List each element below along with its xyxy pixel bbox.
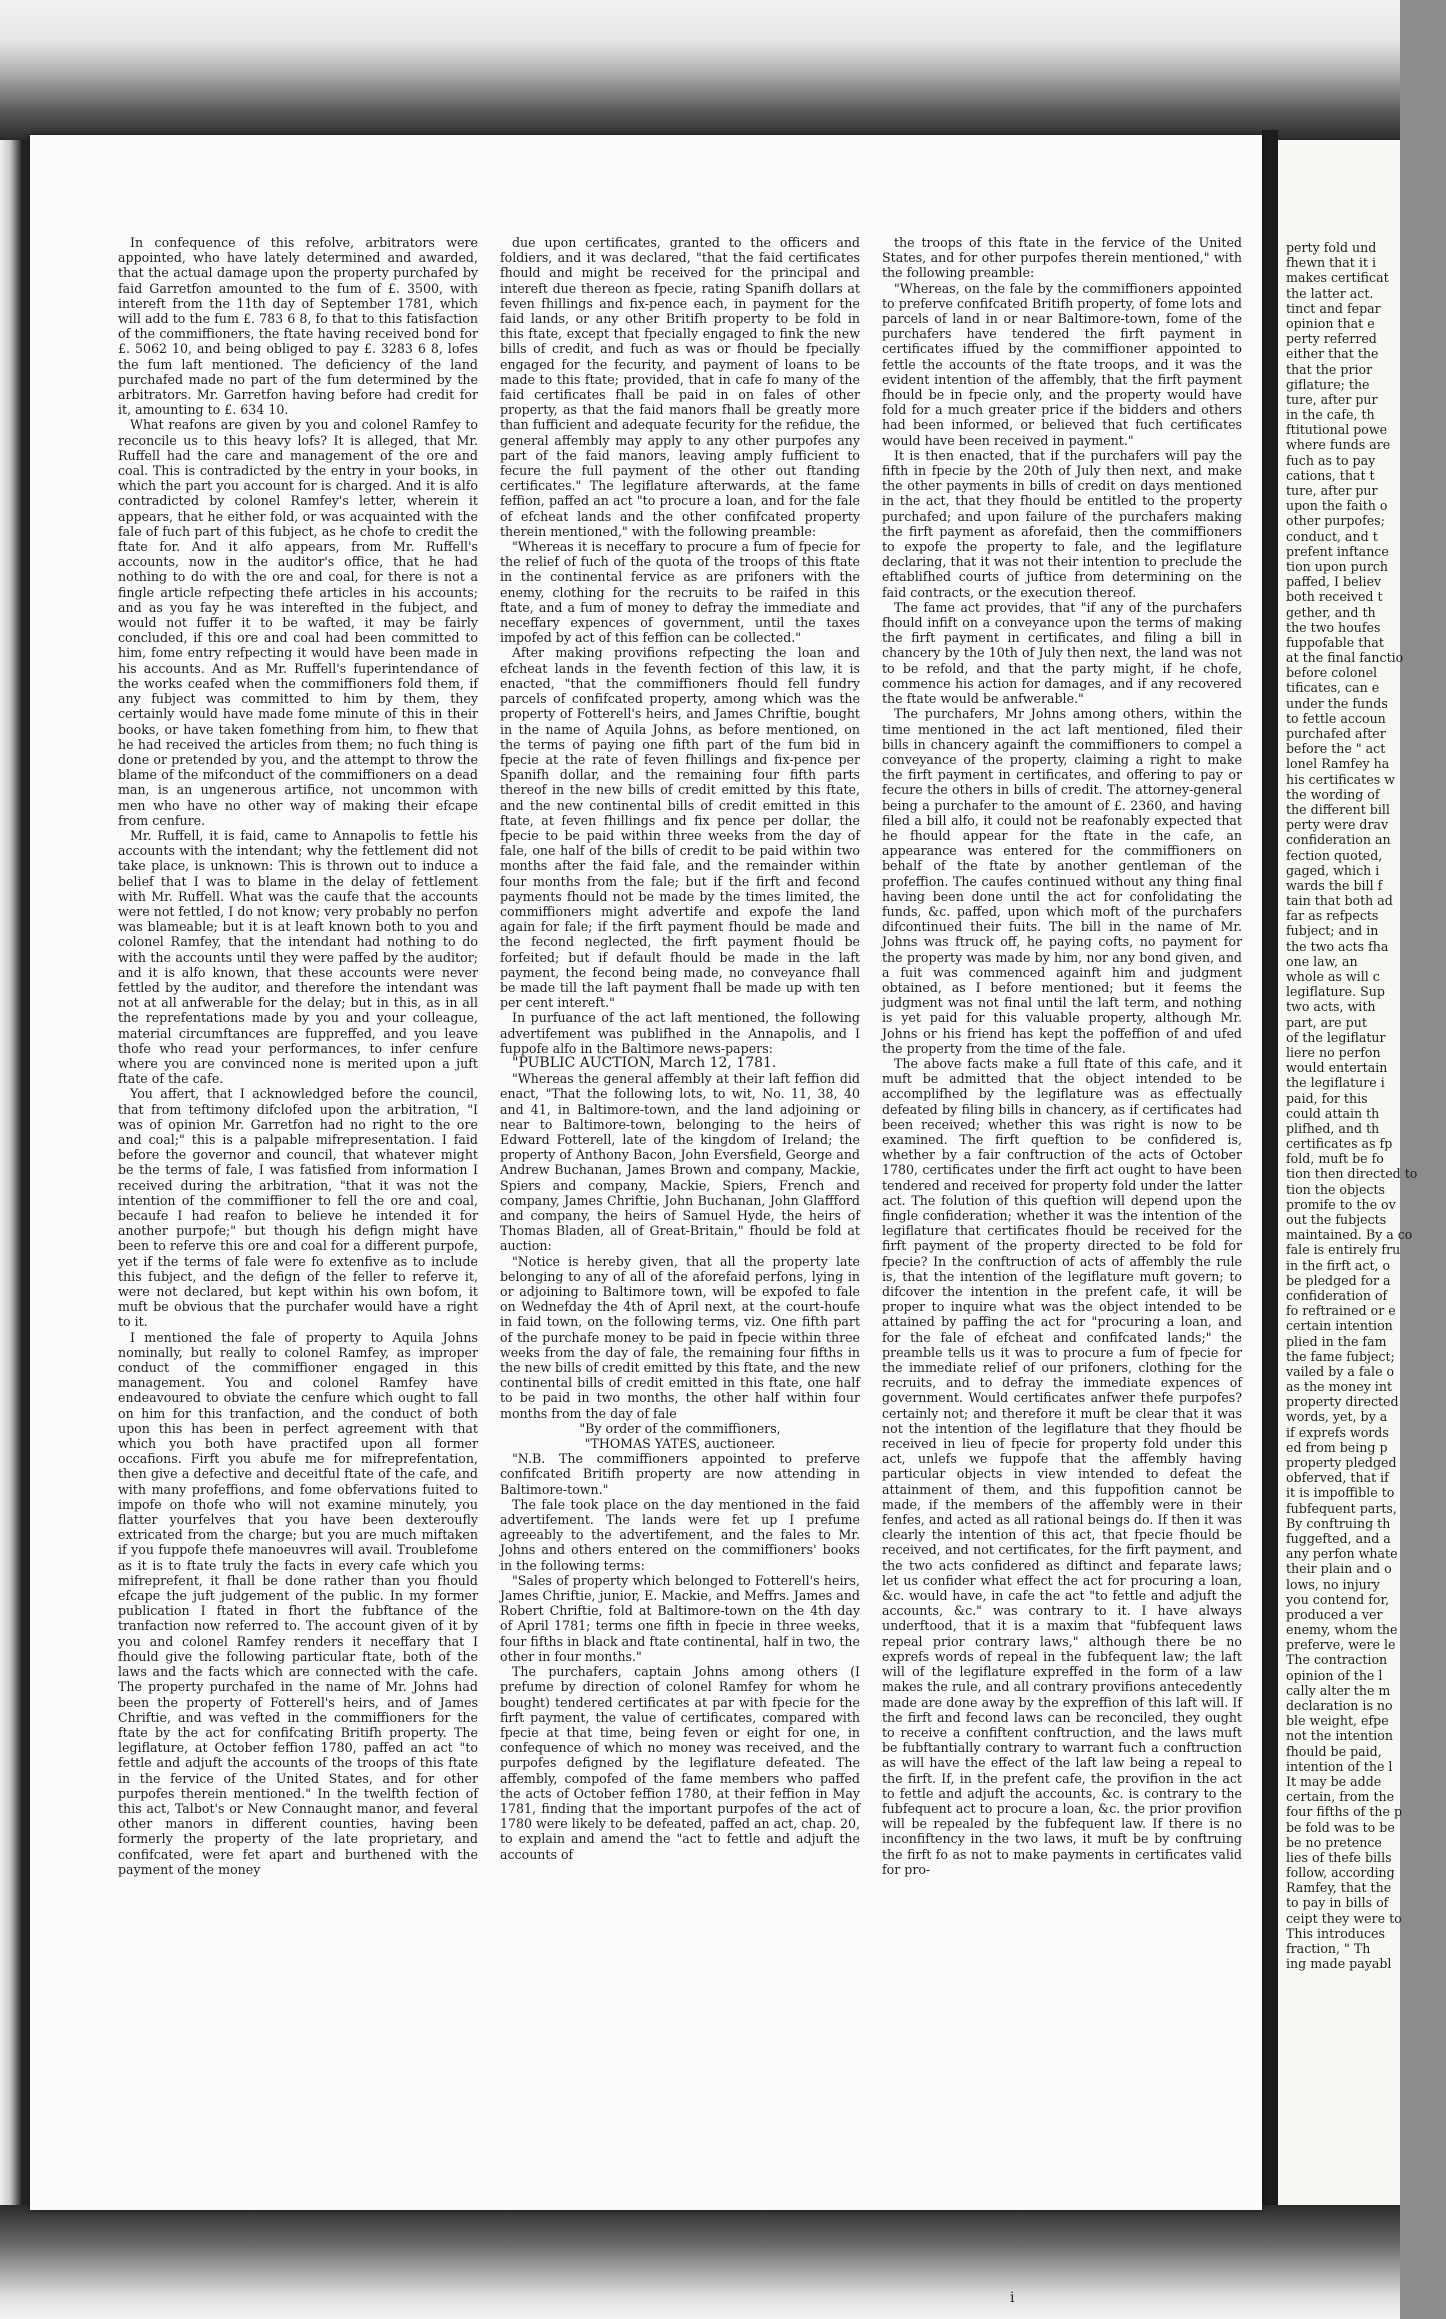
paragraph: What reafons are given by you and colonel Ramfey to reconcile us to this heavy lofs? It is alleged, that Mr. Ruffell had the care and management of the ore and coal. This is contradicted by the entry in your books, in which the part you account for is charged. And it is alfo contradicted by colonel Ramfey's letter, wherein it appears, that he either fold, or was acquainted with the fale of fuch part of this fubject, as he chofe to credit the ftate for. And it alfo appears, from Mr. Ruffell's accounts, now in the auditor's office, that he had nothing to do with the ore and coal, for there is not a fingle article refpecting thefe articles in his accounts; and as you fay he was interefted in the fubject, and would not fuffer it to be wafted, it may be fairly concluded, if this ore and coal had been committed to him, fome entry refpecting it would have been made in his accounts. And as Mr. Ruffell's fuperintendance of the works ceafed when the commiffioners fold them, if any fubject was committed to him by them, they certainly would have made fome minute of this in their books, or have taken fomething from him, to fhew that he had received the articles from them; no fuch thing is done or pretended by you, and the attempt to throw the blame of the mifconduct of the commiffioners on a dead man, is an ungenerous artifice, not uncommon with men who have no other way of making their efcape from cenfure. — [118, 417, 478, 828]
adjacent-page-line: tion upon purch — [1286, 558, 1389, 574]
adjacent-page-line: upon the faith o — [1286, 498, 1388, 514]
adjacent-page-line: perty fold und — [1286, 240, 1377, 255]
adjacent-page-line: at the final fanctio — [1286, 650, 1404, 666]
adjacent-page-line: certain intention — [1286, 1318, 1393, 1334]
adjacent-page-line: opinion that e — [1286, 315, 1375, 331]
adjacent-page-line: part, are put — [1286, 1014, 1367, 1030]
text-columns — [118, 235, 1254, 2195]
paragraph: The fale took place on the day mentioned in the faid advertifement. The lands were fet up I prefume agreeably to the advertifement, and the fales to Mr. Johns and others entered on the commiffioners' books in the following terms: — [500, 1496, 860, 1573]
adjacent-page-line: to pay in bills of — [1286, 1895, 1389, 1911]
adjacent-page-line: the wording of — [1286, 786, 1380, 802]
adjacent-page-line: By conftruing th — [1286, 1515, 1391, 1531]
adjacent-page-line: ture, after pur — [1286, 483, 1378, 498]
adjacent-page-line: the legiflature i — [1286, 1075, 1385, 1091]
adjacent-page-line: be pledged for a — [1286, 1272, 1391, 1288]
adjacent-page-line: intention of the l — [1286, 1758, 1393, 1774]
paragraph: the troops of this ftate in the fervice of the United States, and for other purpofes therein mentioned," with the following preamble: — [882, 235, 1242, 281]
advertisement-signoff: "By order of the commiffioners, — [579, 1420, 781, 1436]
adjacent-page-line: his certificates w — [1286, 771, 1395, 787]
adjacent-page-line: plied in the fam — [1286, 1333, 1387, 1349]
adjacent-page-line: ftitutional powe — [1286, 422, 1388, 438]
adjacent-page-line: both received t — [1286, 589, 1383, 605]
paragraph: After making provifions refpecting the loan and efcheat lands in the feventh fection of this law, it is enacted, "that the commiffioners fhould fell fundry parcels of confifcated property, among which was the property of Fotterell's heirs, and James Chriftie, bought in the name of Aquila Johns, as before mentioned, on the terms of paying one fifth part of the fum bid in fpecie at the rate of feven fhillings and fix-pence per Spanifh dollar, and the remaining four fifth parts thereof in the new bills of credit emitted by this ftate, and the new continental bills of credit emitted in this ftate, at feven fhillings and fix pence per dollar, the fpecie to be paid within three weeks from the day of fale, one half of the bills of credit to be paid within two months after the faid fale, and the remainder within four months from the fale; but if the firft and fecond payments fhould not be made by the times limited, the commiffioners might advertife and expofe the land again for fale; if the firft payment fhould be made and the fecond neglected, the firft payment fhould be forfeited; but if default fhould be made in the laft payment, the fecond being made, no conveyance fhall be made till the laft payment fhall be made up with ten per cent intereft." — [500, 645, 860, 1011]
adjacent-page-line: property pledged — [1286, 1455, 1397, 1470]
paragraph: "N.B. The commiffioners appointed to preferve confifcated Britifh property are now attending in Baltimore-town." — [500, 1451, 860, 1497]
adjacent-page-line: be fold was to be — [1286, 1819, 1395, 1835]
adjacent-page-line: in the cafe, th — [1286, 407, 1375, 423]
adjacent-page-line: ed from being p — [1286, 1439, 1388, 1455]
adjacent-page-line: far as refpects — [1286, 908, 1379, 924]
adjacent-page-line: cations, that t — [1286, 467, 1375, 483]
adjacent-page-line: produced a ver — [1286, 1606, 1383, 1622]
adjacent-page-line: fhould be paid, — [1286, 1743, 1382, 1759]
adjacent-page-line: It may be adde — [1286, 1773, 1382, 1789]
adjacent-page-line: the latter act. — [1286, 285, 1374, 301]
adjacent-page-line: perty were drav — [1286, 817, 1389, 833]
adjacent-page-line: could attain th — [1286, 1105, 1380, 1121]
adjacent-page-line: as the money int — [1286, 1379, 1393, 1395]
adjacent-page-line: under the funds — [1286, 695, 1388, 711]
adjacent-page-line: giflature; the — [1286, 376, 1370, 392]
adjacent-page-line: fo reftrained or e — [1286, 1303, 1396, 1319]
adjacent-page-line: Ramfey, that the — [1286, 1880, 1392, 1896]
adjacent-page-line: gether, and th — [1286, 604, 1376, 620]
column-3 — [882, 235, 1242, 2195]
column-1 — [118, 235, 478, 2195]
adjacent-page-line: would entertain — [1286, 1060, 1388, 1076]
adjacent-page-line: gaged, which i — [1286, 862, 1380, 878]
adjacent-page-line: certificates as fp — [1286, 1136, 1393, 1152]
adjacent-page-line: other purpofes; — [1286, 513, 1385, 529]
adjacent-page-line: fraction, " Th — [1286, 1941, 1371, 1956]
adjacent-page-line: before colonel — [1286, 665, 1378, 681]
adjacent-page-line: the two acts fha — [1286, 938, 1389, 954]
adjacent-page-text — [1286, 240, 1446, 1971]
paragraph: The purchafers, Mr Johns among others, within the time mentioned in the act laft mentioned, filed their bills in chancery againft the commiffioners to compel a conveyance of the property, claiming a right to make the firft payment in certificates, and offering to pay or fecure the others in bills of credit. The attorney-general being a purchafer to the amount of £. 2360, and having filed a bill alfo, it could not be reafonably expected that he fhould appear for the ftate in the cafe, an appearance was entered for the commiffioners on behalf of the ftate by another gentleman of the profeffion. The caufes continued without any thing final having been done until the act for confolidating the funds, &c. paffed, upon which moft of the purchafers difcontinued their fuits. The bill in the name of Mr. Johns was ftruck off, he paying cofts, no payment for the property was made by him, nor any bond given, and a fuit was commenced againft him and judgment obtained, as I before mentioned; but it feems the judgment was not final until the laft term, and nothing is yet paid for this valuable property, although Mr. Johns or his friend has kept the poffeffion of and ufed the property from the time of the fale. — [882, 706, 1242, 1056]
adjacent-page-line: fuch as to pay — [1286, 452, 1376, 468]
paragraph: In purfuance of the act laft mentioned, the following advertifement was publifhed in the Annapolis, and I fuppofe alfo in the Baltimore news-papers: — [500, 1010, 860, 1056]
scanner-background-bottom — [0, 2205, 1400, 2319]
adjacent-page-line: paid, for this — [1286, 1090, 1368, 1106]
adjacent-page-line: lies of thefe bills — [1286, 1849, 1392, 1865]
adjacent-page-line: tain that both ad — [1286, 893, 1393, 909]
paragraph: "Whereas the general affembly at their laft feffion did enact, "That the following lots, to wit, No. 11, 38, 40 and 41, in Baltimore-town, and the land adjoining or near to Baltimore-town, belonging to the heirs of Edward Fotterell, late of the kingdom of Ireland; the property of Anthony Bacon, John Eversfield, George and Andrew Buchanan, James Brown and company, Mackie, Spiers and company, Mackie, Spiers, French and company, James Chriftie, John Buchanan, John Glaffford and company, the heirs of Samuel Hyde, the heirs of Thomas Bladen, all of Great-Britain," fhould be fold at auction: — [500, 1071, 860, 1254]
adjacent-page-line: confideration of — [1286, 1287, 1388, 1303]
page-gutter — [1262, 130, 1278, 2220]
adjacent-page-line: fold, muft be fo — [1286, 1151, 1384, 1167]
paragraph: "Whereas, on the fale by the commiffioners appointed to preferve confifcated Britifh property, of fome lots and parcels of land in or near Baltimore-town, fome of the purchafers have tendered the firft payment in certificates iffued by the commiffioner appointed to fettle the accounts of the ftate troops, and it was the evident intention of the affembly, that the firft payment fhould be in fpecie only, and the property would have fold for a much greater price if the bidders and others had been informed, or believed that fuch certificates would have been received in payment." — [882, 280, 1242, 448]
adjacent-page-line: that the prior — [1286, 361, 1373, 377]
auctioneer-name: "THOMAS YATES, auctioneer. — [584, 1436, 776, 1452]
adjacent-page-line: ing made payabl — [1286, 1956, 1392, 1972]
adjacent-page-line: maintained. By a co — [1286, 1227, 1413, 1243]
adjacent-page-line: fection quoted, — [1286, 847, 1383, 863]
adjacent-page-line: fubject; and in — [1286, 923, 1379, 939]
adjacent-page-line: the different bill — [1286, 801, 1390, 817]
adjacent-page-line: it is impoffible to — [1286, 1485, 1395, 1501]
paragraph: The purchafers, captain Johns among others (I prefume by direction of colonel Ramfey for whom he bought) tendered certificates at par with fpecie for the firft payment, the value of certificates, compared with fpecie at that time, being feven or eight for one, in confequence of which no money was received, and the purpofes defigned by the legiflature defeated. The affembly, compofed of the fame members who paffed the acts of October feffion 1780, at their feffion in May 1781, finding that the important purpofes of the act of 1780 were likely to be defeated, paffed an act, chap. 20, to explain and amend the "act to fettle and adjuft the accounts of — [500, 1664, 860, 1862]
paragraph: It is then enacted, that if the purchafers will pay the fifth in fpecie by the 20th of July then next, and make the other payments in bills of credit on days mentioned in the act, that they fhould be entitled to the property purchafed; and upon failure of the purchafers making the firft payment as aforefaid, then the commiffioners to expofe the property to fale, and the legiflature declaring, that it was not their intention to preclude the eftablifhed courts of juftice from determining on the faid contracts, or the execution thereof. — [882, 447, 1242, 600]
paragraph: The above facts make a full ftate of this cafe, and it muft be admitted that the object intended to be accomplifhed by the legiflature was as effectually defeated by filing bills in chancery, as if certificates had been received; whether this was right is now to be examined. The firft queftion to be confidered is, whether by a fair conftruction of the acts of October 1780, certificates under the firft act ought to have been tendered and received for property fold under the latter act. The folution of this queftion will depend upon the fingle confideration; whether it was the intention of the legiflature that certificates fhould be received for the firft payment of the property directed to be fold for fpecie? In the conftruction of acts of affembly the rule is, that the intention of the legiflature muft govern; to difcover the intention in the prefent cafe, it will be proper to inquire what was the object intended to be attained by paffing the act for "procuring a loan, and for the fale of efcheat and confifcated lands;" the preamble tells us it was to procure a fum of fpecie for the immediate relief of our prifoners, clothing for the recruits, and to defray the immediate expences of government. Would certificates anfwer thefe purpofes? certainly not; and therefore it muft be clear that it was not the intention of the legiflature that they fhould be received in lieu of fpecie for property fold under this act, unlefs we fuppofe that the affembly having particular objects in view intended to defeat the attainment of them, and this fuppofition cannot be made, if the members of the affembly were in their fenfes, and acted as all rational beings do. If then it was clearly the intention of this act, that fpecie fhould be received, and not certificates, for the firft payment, and the two acts confidered as diftinct and feparate laws; let us confider what effect the act for procuring a loan, &c. would have, in cafe the act "to fettle and adjuft the accounts, &c." was contrary to it. I have always underftood, that it is a maxim that "fubfequent laws repeal prior contrary laws," although there be no exprefs words of repeal in the fubfequent law; the laft will of the legiflature expreffed in the form of a law makes the rule, and all contrary provifions antecedently made are done away by the expreffion of this laft will. If the firft and fecond laws can be reconciled, they ought to receive a confiftent conftruction, and the laws muft be fubftantially contrary to warrant fuch a conftruction as will have the effect of the laft law being a repeal to the firft. If, in the prefent cafe, the provifion in the act to fettle and adjuft the accounts, &c. is contrary to the fubfequent act to procure a loan, &c. the prior provifion will be repealed by the fubfequent law. If there is no inconfiftency in the two laws, it muft be by conftruing the firft fo as not to make payments in certificates valid for pro- — [882, 1055, 1242, 1877]
paragraph: "Sales of property which belonged to Fotterell's heirs, James Chriftie, junior, E. Mackie, and Meffrs. James and Robert Chriftie, fold at Baltimore-town on the 4th day of April 1781; terms one fifth in fpecie in three weeks, four fifths in black and ftate continental, half in two, the other in four months." — [500, 1572, 860, 1664]
adjacent-page-line: makes certificat — [1286, 270, 1389, 286]
adjacent-page-line: liere no perfon — [1286, 1044, 1381, 1060]
paragraph: I mentioned the fale of property to Aquila Johns nominally, but really to colonel Ramfey, as improper conduct of the commiffioner engaged in this management. You and colonel Ramfey have endeavoured to obviate the cenfure which ought to fall on him for this tranfaction, and the conduct of both upon this has been in perfect agreement with that which you both have practifed upon all former occafions. Firft you abufe me for mifreprefentation, then give a defective and deceitful ftate of the cafe, and with many profeffions, and fome obfervations fuited to impofe on thofe who will not examine minutely, you flatter yourfelves that you have been dexteroufly extricated from the charge; but you are much miftaken if you fuppofe thefe manoeuvres will avail. Troublefome as it is to ftate truly the facts in every cafe which you mifreprefent, it fhall be done rather than you fhould efcape the juft judgement of the public. In my former publication I ftated in fhort the fubftance of the tranfaction now referred to. The account given of it by you and colonel Ramfey renders it neceffary that I fhould give the following particular ftate, both of the laws and the facts which are connected with the cafe. The property purchafed in the name of Mr. Johns had been the property of Fotterell's heirs, and of James Chriftie, and was vefted in the commiffioners for the ftate by the act for confifcating Britifh property. The legiflature, at October feffion 1780, paffed an act "to fettle and adjuft the accounts of the troops of this ftate in the fervice of the United States, and for other purpofes therein mentioned." In the twelfth fection of this act, Talbot's or New Connaught manor, and feveral other manors in different counties, having been formerly the property of the late proprietary, and confifcated, were fet apart and burthened with the payment of the money — [118, 1329, 478, 1877]
adjacent-page-line: declaration is no — [1286, 1698, 1393, 1713]
adjacent-page-line: if exprefs words — [1286, 1424, 1389, 1440]
adjacent-page-line: tion then directed to — [1286, 1166, 1418, 1182]
adjacent-page-line: whole as will c — [1286, 969, 1380, 984]
adjacent-page-line: fale is entirely fru — [1286, 1242, 1401, 1258]
adjacent-page-line: in the firft act, o — [1286, 1257, 1391, 1273]
adjacent-page-line: two acts, with — [1286, 999, 1376, 1015]
adjacent-page-line: This introduces — [1286, 1925, 1385, 1941]
paragraph: The fame act provides, that "if any of the purchafers fhould infift on a conveyance upon the terms of making the firft payment in certificates, and filing a bill in chancery by the 10th of July then next, the land was not to be refold, and that the party might, if he chofe, commence his action for damages, and if any recovered the ftate would be anfwerable." — [882, 599, 1242, 707]
adjacent-page-line: wards the bill f — [1286, 877, 1383, 893]
adjacent-page-line: either that the — [1286, 346, 1379, 362]
adjacent-page-line: the fame fubject; — [1286, 1348, 1395, 1364]
paragraph: Mr. Ruffell, it is faid, came to Annapolis to fettle his accounts with the intendant; why the fettlement did not take place, is unknown: This is thrown out to induce a belief that I was to blame in the delay of fettlement with Mr. Ruffell. What was the caufe that the accounts were not fettled, I do not know; very probably no perfon was blameable; but it is at leaft known both to you and colonel Ramfey, that the intendant had nothing to do with the accounts until they were paffed by the auditor; and it is alfo known, that these accounts were never fettled by the auditor, and therefore the intendant was not at all anfwerable for the delay; but in this, as in all the reprefentations made by you and your colleague, material circumftances are fuppreffed, and you leave thofe who read your performances, to infer cenfure where you are convinced none is merited upon a juft ftate of the cafe. — [118, 827, 478, 1087]
adjacent-page-line: paffed, I believ — [1286, 574, 1382, 590]
adjacent-page-line: not the intention — [1286, 1728, 1393, 1744]
adjacent-page-line: confideration an — [1286, 832, 1391, 848]
paragraph: "Whereas it is neceffary to procure a fum of fpecie for the relief of fuch of the quota of the troops of this ftate in the continental fervice as are prifoners with the enemy, clothing for the recruits to be raifed in this ftate, and a fum of money to defray the immediate and neceffary expences of government, until the taxes impofed by act of this feffion can be collected." — [500, 539, 860, 646]
adjacent-page-line: fuppofable that — [1286, 634, 1384, 650]
adjacent-page-line: before the " act — [1286, 741, 1386, 757]
adjacent-page-line: opinion of the l — [1286, 1667, 1383, 1683]
adjacent-page-line: any perfon whate — [1286, 1546, 1398, 1562]
adjacent-page-fragment — [1278, 140, 1418, 2205]
adjacent-page-line: be no pretence — [1286, 1834, 1382, 1850]
adjacent-page-line: tificates, can e — [1286, 680, 1380, 696]
advertisement-heading: "PUBLIC AUCTION, March 12, 1781. — [512, 1054, 777, 1071]
adjacent-page-line: ture, after pur — [1286, 391, 1378, 407]
paragraph: In confequence of this refolve, arbitrators were appointed, who have lately determined and awarded, that the actual damage upon the property purchafed by faid Garretfon amounted to the fum of £. 3500, with intereft from the 11th day of September 1781, which will add to the fum £. 783 6 8, fo that to this fatisfaction of the commiffioners, the ftate having received bond for £. 5062 10, and being obliged to pay £. 3283 6 8, lofes the fum laft mentioned. The deficiency of the land purchafed made no part of the fum determined by the arbitrators. Mr. Garretfon having before had credit for it, amounting to £. 634 10. — [118, 235, 478, 418]
adjacent-page-line: you contend for, — [1286, 1591, 1390, 1607]
adjacent-page-line: cally alter the m — [1286, 1682, 1391, 1698]
adjacent-page-line: legiflature. Sup — [1286, 984, 1385, 1000]
adjacent-page-line: purchafed after — [1286, 726, 1386, 741]
adjacent-page-line: vailed by a fale o — [1286, 1363, 1395, 1379]
adjacent-page-line: property directed — [1286, 1394, 1399, 1410]
adjacent-page-line: one law, an — [1286, 953, 1358, 969]
adjacent-page-line: fubfequent parts, — [1286, 1500, 1397, 1516]
newspaper-page — [30, 135, 1262, 2210]
adjacent-page-line: lonel Ramfey ha — [1286, 756, 1390, 772]
adjacent-page-line: preferve, were le — [1286, 1637, 1396, 1653]
adjacent-page-line: to fettle accoun — [1286, 710, 1386, 726]
adjacent-page-line: follow, according — [1286, 1865, 1395, 1881]
adjacent-page-line: enemy, whom the — [1286, 1622, 1398, 1638]
adjacent-page-line: of the legiflatur — [1286, 1029, 1386, 1045]
adjacent-page-line: their plain and o — [1286, 1561, 1392, 1577]
adjacent-page-line: promife to the ov — [1286, 1196, 1396, 1212]
adjacent-page-line: certain, from the — [1286, 1789, 1395, 1805]
scanner-background-top — [0, 0, 1400, 150]
adjacent-page-line: obferved, that if — [1286, 1470, 1389, 1486]
adjacent-page-line: ble weight, efpe — [1286, 1713, 1389, 1729]
adjacent-page-line: words, yet, by a — [1286, 1409, 1388, 1425]
adjacent-page-line: plifhed, and th — [1286, 1120, 1380, 1136]
adjacent-page-line: conduct, and t — [1286, 528, 1378, 544]
paragraph: "Notice is hereby given, that all the property late belonging to any of all of the aforefaid perfons, lying in or adjoining to Baltimore town, will be expofed to fale on Wednefday the 4th of April next, at the court-houfe in faid town, on the following terms, viz. One fifth part of the purchafe money to be paid in fpecie within three weeks from the day of fale, the remaining four fifths in the new bills of credit emitted by this ftate, and the new continental bills of credit emitted in this ftate, one half to be paid in two months, the other half within four months from the day of fale — [500, 1253, 860, 1421]
adjacent-page-line: the two houfes — [1286, 619, 1381, 635]
adjacent-page-line: ceipt they were to — [1286, 1910, 1402, 1926]
page-mark: i — [1010, 2290, 1015, 2306]
adjacent-page-line: lows, no injury — [1286, 1576, 1380, 1592]
adjacent-page-line: four fifths of the p — [1286, 1804, 1403, 1820]
adjacent-page-line: The contraction — [1286, 1652, 1388, 1668]
adjacent-page-line: where funds are — [1286, 437, 1391, 453]
column-2 — [500, 235, 860, 2195]
paragraph: due upon certificates, granted to the officers and foldiers, and it was declared, "that the faid certificates fhould and might be received for the principal and intereft due thereon as fpecie, rating Spanifh dollars at feven fhillings and fix-pence each, in payment for the faid lands, or any other Britifh property to be fold in this ftate, except that fpecially engaged to fink the new bills of credit, and fuch as was or fhould be fpecially engaged for the fecurity, and payment of loans to be made to this ftate; provided, that in cafe fo many of the faid certificates fhall be paid in on fales of other property, as that the faid manors fhall be greatly more than fufficient and adequate fecurity for the refidue, the general affembly may apply to any other purpofes any part of the faid manors, leaving amply fufficient to fecure the full payment of the other out ftanding certificates." The legiflature afterwards, at the fame feffion, paffed an act "to procure a loan, and for the fale of efcheat lands and the other confifcated property therein mentioned," with the following preamble: — [500, 235, 860, 539]
adjacent-page-line: tinct and fepar — [1286, 300, 1381, 316]
adjacent-page-line: fuggefted, and a — [1286, 1530, 1391, 1546]
adjacent-page-line: out the fubjects — [1286, 1212, 1387, 1227]
adjacent-page-line: perty referred — [1286, 331, 1377, 347]
adjacent-page-line: fhewn that it i — [1286, 255, 1376, 271]
paragraph: You affert, that I acknowledged before the council, that from teftimony difclofed upon the arbitration, "I was of opinion Mr. Garretfon had no right to the ore and coal;" this is a palpable mifrepresentation. I faid before the governor and council, that whatever might be the terms of fale, I was fatisfied from information I received during the arbitration, "that it was not the intention of the commiffioner to fell the ore and coal, becaufe I had reafon to believe he intended it for another purpofe;" but though his defign might have been to referve this ore and coal for a different purpofe, yet if the terms of fale were fo extenfive as to include this fubject, and the defign of the feller to referve it, were not declared, but kept within his own bofom, it muft be obvious that the purchafer would have a right to it. — [118, 1086, 478, 1330]
adjacent-page-line: tion the objects — [1286, 1181, 1385, 1197]
adjacent-page-line: prefent inftance — [1286, 543, 1389, 559]
